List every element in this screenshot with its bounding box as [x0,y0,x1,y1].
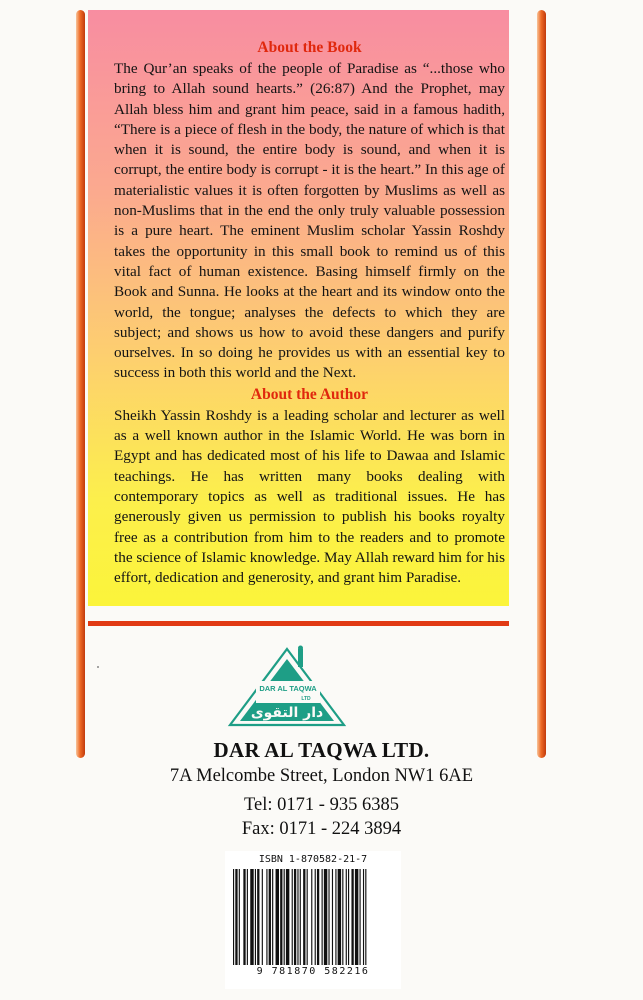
barcode-bar [328,869,329,965]
logo-ltd: LTD [301,696,311,702]
barcode-bar [322,869,323,965]
publisher-fax: Fax: 0171 - 224 3894 [241,819,402,839]
barcode-bar [255,869,256,965]
ean-number: 9 781870 582216 [256,966,370,977]
about-book-heading: About the Book [257,39,362,56]
barcode-bar [324,869,327,965]
barcode-bar [276,869,279,965]
dar-al-taqwa-logo [226,645,348,731]
barcode-bar [297,869,298,965]
left-orange-rod [76,10,85,758]
logo-text: DAR AL TAQWA [259,684,317,693]
print-speck [97,666,99,668]
barcode-bar [317,869,319,965]
barcode-block [225,851,401,989]
barcode-bar [315,869,316,965]
barcode-bar [311,869,312,965]
barcode-bar [280,869,282,965]
barcode-bars [229,869,397,965]
right-orange-rod [537,10,546,758]
barcode-bar [257,869,259,965]
barcode-bar [292,869,293,965]
barcode-bar [332,869,333,965]
barcode-bar [335,869,336,965]
barcode-bar [294,869,296,965]
barcode-bar [348,869,349,965]
barcode-bar [338,869,341,965]
barcode-bar [233,869,234,965]
barcode-bar [239,869,240,965]
about-author-text: Sheikh Yassin Roshdy is a leading scholar and lecturer as well as a well known author in the Islamic World. He was born in Egypt and has dedicated most of his life to Dawaa and Islamic teachings. He has written many books dealing with contemporary topics as well as traditional issues. He has generously given us permission to publish his books royalty free as a contribution from him to the readers and to promote the science of Islamic knowledge. May Allah reward him for his effort, dedication and generosity, and grant him Paradise. [114,406,505,587]
barcode-bar [266,869,267,965]
red-divider [88,621,509,626]
barcode-bar [300,869,301,965]
isbn-label: ISBN 1-870582-21-7 [258,854,368,865]
barcode-bar [365,869,366,965]
barcode-bar [250,869,253,965]
publisher-address: 7A Melcombe Street, London NW1 6AE [169,766,474,786]
barcode-bar [360,869,361,965]
barcode-bar [262,869,263,965]
barcode-bar [342,869,343,965]
barcode-bar [235,869,237,965]
barcode-bar [307,869,308,965]
barcode-bar [243,869,245,965]
barcode-bar [303,869,305,965]
barcode-bar [355,869,358,965]
barcode-bar [247,869,248,965]
barcode-bar [346,869,347,965]
blurb-panel [88,10,509,606]
barcode-bar [363,869,364,965]
about-author-heading: About the Author [250,385,369,403]
barcode-bar [272,869,273,965]
barcode-bar [284,869,285,965]
barcode-bar [351,869,353,965]
publisher-tel: Tel: 0171 - 935 6385 [244,795,399,815]
barcode-bar [286,869,289,965]
about-book-text: The Qur’an speaks of the people of Paradise as “...those who bring to Allah sound hearts.” (26:87) And the Prophet, may Allah bless him and grant him peace, said in a famous hadith, “There is a piece of flesh in the body, the nature of which is that when it is sound, the entire body is sound, and when it is corrupt, the entire body is corrupt - it is the heart.” In this age of materialistic values it is often forgotten by Muslims as well as non-Muslims that in the end the only truly valuable possession is a pure heart. The eminent Muslim scholar Yassin Roshdy takes the opportunity in this small book to remind us of this vital fact of human existence. Basing himself firmly on the Book and Sunna. He looks at the heart and its window onto the world, the tongue; analyses the defects to which they are subject; and shows us how to avoid these dangers and purify ourselves. In so doing he provides us with an essential key to success in both this world and the Next. [114,60,505,382]
publisher-name: DAR AL TAQWA LTD. [213,738,430,762]
barcode-bar [269,869,271,965]
logo-arabic-text: دار التقوى [250,705,324,721]
